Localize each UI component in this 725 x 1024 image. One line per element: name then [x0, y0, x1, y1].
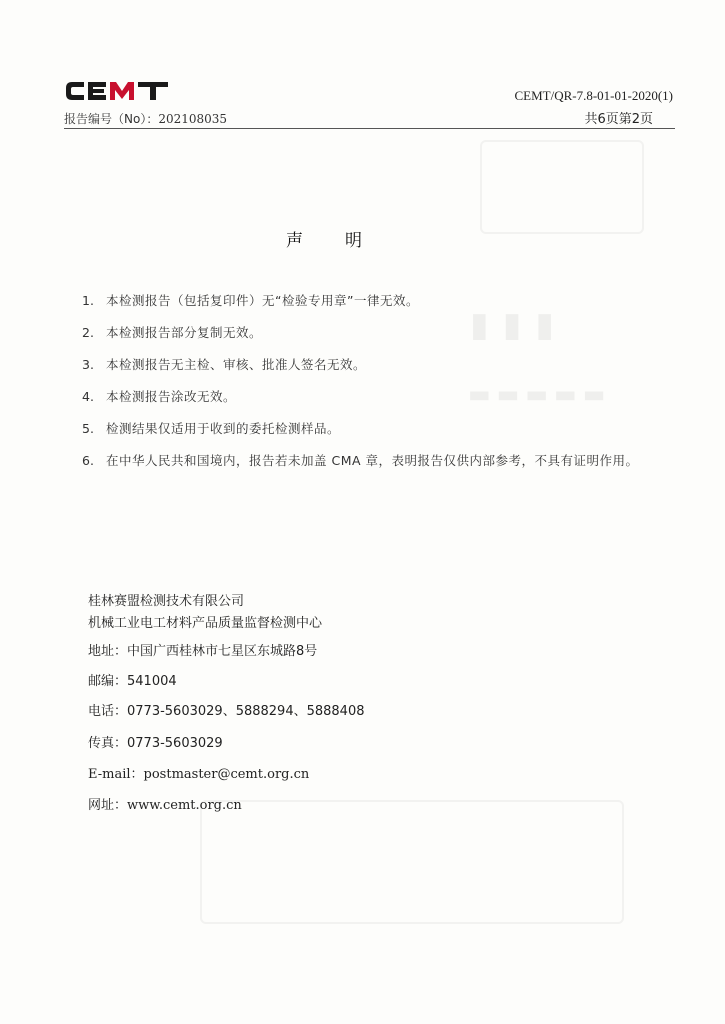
phone-value: 0773-5603029、5888294、5888408: [127, 704, 365, 719]
fax-label: 传真：: [88, 736, 128, 751]
report-number-value: 202108035: [158, 112, 228, 126]
fax-line: [88, 732, 223, 751]
item-number: 4.: [82, 389, 94, 404]
postcode-label: 邮编：: [88, 674, 128, 689]
header-divider: [64, 128, 675, 129]
email-label: E-mail：: [88, 767, 144, 782]
item-text: 本检测报告无主检、审核、批准人签名无效。: [106, 357, 367, 372]
postcode-line: [88, 670, 177, 689]
item-text: 本检测报告（包括复印件）无“检验专用章”一律无效。: [106, 293, 419, 308]
email-line: [88, 763, 309, 782]
address-line: [88, 640, 317, 659]
item-number: 5.: [82, 421, 94, 436]
item-number: 2.: [82, 325, 94, 340]
page-title: 声明: [286, 231, 404, 251]
postcode-value: 541004: [127, 674, 177, 689]
report-number-label: 报告编号（No）：: [64, 112, 159, 126]
item-number: 6.: [82, 453, 94, 468]
list-item: [82, 356, 682, 374]
item-text: 检测结果仅适用于收到的委托检测样品。: [106, 421, 341, 436]
website-line: [88, 794, 242, 813]
fax-value: 0773-5603029: [127, 736, 223, 751]
phone-label: 电话：: [88, 704, 128, 719]
company-name: 桂林赛盟检测技术有限公司: [88, 594, 245, 609]
list-item: [82, 420, 682, 438]
phone-line: [88, 700, 364, 719]
document-code: CEMT/QR-7.8-01-01-2020(1): [514, 88, 673, 103]
list-item: [82, 388, 682, 406]
list-item: [82, 452, 682, 476]
page-info: 共6页第2页: [584, 112, 653, 127]
item-text: 本检测报告部分复制无效。: [106, 325, 263, 340]
bleed-through-decoration: [200, 800, 624, 924]
item-number: 1.: [82, 293, 94, 308]
item-number: 3.: [82, 357, 94, 372]
website-value[interactable]: www.cemt.org.cn: [127, 798, 242, 813]
bleed-through-decoration: ▮▮▮: [470, 305, 569, 345]
item-text: 在中华人民共和国境内，报告若未加盖 CMA 章，表明报告仅供内部参考，不具有证明作用。: [106, 453, 639, 468]
website-label: 网址：: [88, 798, 128, 813]
address-value: 中国广西桂林市七星区东城路8号: [127, 644, 318, 659]
statement-list: [82, 292, 682, 490]
bleed-through-decoration: [480, 140, 644, 234]
bleed-through-decoration: ▬▬▬▬▬: [468, 380, 612, 408]
report-number: [64, 110, 227, 127]
list-item: [82, 292, 682, 310]
cemt-logo: [64, 78, 172, 104]
center-name: 机械工业电工材料产品质量监督检测中心: [88, 616, 323, 631]
list-item: [82, 324, 682, 342]
address-label: 地址：: [88, 644, 128, 659]
email-value[interactable]: postmaster@cemt.org.cn: [143, 767, 310, 782]
item-text: 本检测报告涂改无效。: [106, 389, 237, 404]
